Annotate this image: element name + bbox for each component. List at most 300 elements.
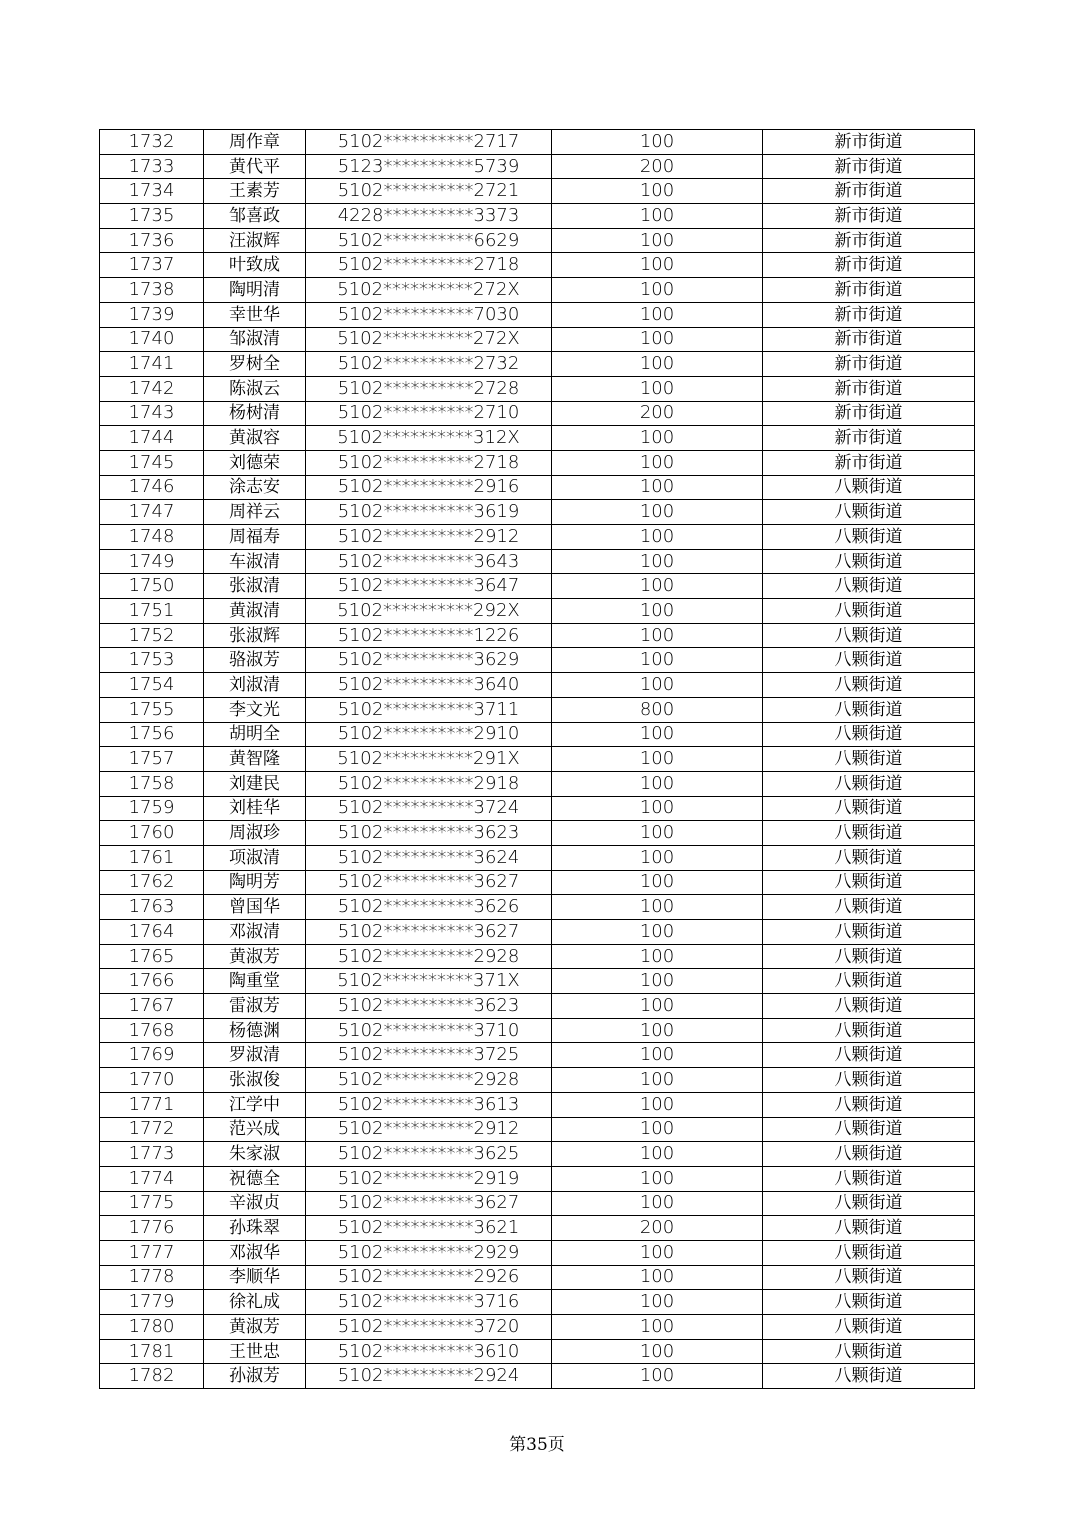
table-row: [100, 154, 975, 179]
serial-number-cell: 1741: [100, 352, 204, 377]
amount-cell: 100: [552, 1117, 763, 1142]
street-cell: 新市街道: [763, 154, 975, 179]
table-row: [100, 1216, 975, 1241]
id-number-cell: 5102**********3724: [306, 796, 552, 821]
amount-cell: 100: [552, 525, 763, 550]
amount-cell: 200: [552, 1216, 763, 1241]
table-row: [100, 1092, 975, 1117]
amount-cell: 100: [552, 204, 763, 229]
amount-cell: 100: [552, 1364, 763, 1389]
street-cell: 八颗街道: [763, 1216, 975, 1241]
serial-number-cell: 1749: [100, 549, 204, 574]
serial-number-cell: 1742: [100, 376, 204, 401]
person-name-cell: 曾国华: [204, 895, 306, 920]
table-row: [100, 722, 975, 747]
id-number-cell: 5102**********2918: [306, 771, 552, 796]
amount-cell: 100: [552, 1265, 763, 1290]
amount-cell: 100: [552, 1043, 763, 1068]
id-number-cell: 5102**********272X: [306, 278, 552, 303]
amount-cell: 100: [552, 352, 763, 377]
street-cell: 新市街道: [763, 228, 975, 253]
street-cell: 八颗街道: [763, 920, 975, 945]
serial-number-cell: 1748: [100, 525, 204, 550]
id-number-cell: 5102**********3623: [306, 994, 552, 1019]
table-row: [100, 1315, 975, 1340]
serial-number-cell: 1740: [100, 327, 204, 352]
street-cell: 新市街道: [763, 204, 975, 229]
serial-number-cell: 1735: [100, 204, 204, 229]
person-name-cell: 刘建民: [204, 771, 306, 796]
serial-number-cell: 1752: [100, 623, 204, 648]
person-name-cell: 周作章: [204, 130, 306, 155]
id-number-cell: 5102**********2912: [306, 1117, 552, 1142]
person-name-cell: 李文光: [204, 697, 306, 722]
table-row: [100, 475, 975, 500]
street-cell: 八颗街道: [763, 771, 975, 796]
id-number-cell: 5102**********3629: [306, 648, 552, 673]
serial-number-cell: 1774: [100, 1166, 204, 1191]
id-number-cell: 5102**********291X: [306, 747, 552, 772]
table-row: [100, 920, 975, 945]
table-row: [100, 302, 975, 327]
serial-number-cell: 1753: [100, 648, 204, 673]
table-row: [100, 648, 975, 673]
person-name-cell: 祝德全: [204, 1166, 306, 1191]
id-number-cell: 4228**********3373: [306, 204, 552, 229]
serial-number-cell: 1769: [100, 1043, 204, 1068]
table-row: [100, 426, 975, 451]
id-number-cell: 5102**********3626: [306, 895, 552, 920]
amount-cell: 100: [552, 969, 763, 994]
table-row: [100, 870, 975, 895]
person-name-cell: 雷淑芳: [204, 994, 306, 1019]
amount-cell: 100: [552, 944, 763, 969]
street-cell: 新市街道: [763, 450, 975, 475]
person-name-cell: 辛淑贞: [204, 1191, 306, 1216]
street-cell: 八颗街道: [763, 1043, 975, 1068]
serial-number-cell: 1781: [100, 1339, 204, 1364]
street-cell: 八颗街道: [763, 1018, 975, 1043]
person-name-cell: 孙珠翠: [204, 1216, 306, 1241]
person-name-cell: 邹淑清: [204, 327, 306, 352]
person-name-cell: 邓淑清: [204, 920, 306, 945]
id-number-cell: 5102**********3627: [306, 1191, 552, 1216]
person-name-cell: 陈淑云: [204, 376, 306, 401]
amount-cell: 100: [552, 994, 763, 1019]
street-cell: 新市街道: [763, 130, 975, 155]
street-cell: 八颗街道: [763, 1364, 975, 1389]
person-name-cell: 黄代平: [204, 154, 306, 179]
serial-number-cell: 1776: [100, 1216, 204, 1241]
amount-cell: 100: [552, 920, 763, 945]
id-number-cell: 5102**********3711: [306, 697, 552, 722]
table-row: [100, 821, 975, 846]
amount-cell: 100: [552, 1142, 763, 1167]
amount-cell: 100: [552, 302, 763, 327]
table-row: [100, 1117, 975, 1142]
amount-cell: 100: [552, 475, 763, 500]
serial-number-cell: 1765: [100, 944, 204, 969]
person-name-cell: 李顺华: [204, 1265, 306, 1290]
serial-number-cell: 1760: [100, 821, 204, 846]
amount-cell: 100: [552, 549, 763, 574]
serial-number-cell: 1747: [100, 500, 204, 525]
amount-cell: 200: [552, 154, 763, 179]
amount-cell: 100: [552, 1339, 763, 1364]
person-name-cell: 黄淑容: [204, 426, 306, 451]
id-number-cell: 5102**********2924: [306, 1364, 552, 1389]
serial-number-cell: 1737: [100, 253, 204, 278]
street-cell: 八颗街道: [763, 1240, 975, 1265]
table-row: [100, 1339, 975, 1364]
id-number-cell: 5102**********3716: [306, 1290, 552, 1315]
person-name-cell: 陶明清: [204, 278, 306, 303]
street-cell: 八颗街道: [763, 870, 975, 895]
id-number-cell: 5102**********3613: [306, 1092, 552, 1117]
person-name-cell: 邓淑华: [204, 1240, 306, 1265]
id-number-cell: 5102**********2910: [306, 722, 552, 747]
street-cell: 八颗街道: [763, 1290, 975, 1315]
person-name-cell: 汪淑辉: [204, 228, 306, 253]
street-cell: 八颗街道: [763, 1142, 975, 1167]
street-cell: 八颗街道: [763, 1117, 975, 1142]
street-cell: 八颗街道: [763, 1265, 975, 1290]
person-name-cell: 王世忠: [204, 1339, 306, 1364]
id-number-cell: 5102**********2710: [306, 401, 552, 426]
table-row: [100, 179, 975, 204]
serial-number-cell: 1780: [100, 1315, 204, 1340]
street-cell: 新市街道: [763, 179, 975, 204]
street-cell: 八颗街道: [763, 944, 975, 969]
table-row: [100, 1265, 975, 1290]
serial-number-cell: 1739: [100, 302, 204, 327]
serial-number-cell: 1772: [100, 1117, 204, 1142]
street-cell: 八颗街道: [763, 697, 975, 722]
street-cell: 八颗街道: [763, 525, 975, 550]
id-number-cell: 5102**********2928: [306, 944, 552, 969]
serial-number-cell: 1761: [100, 845, 204, 870]
amount-cell: 100: [552, 1018, 763, 1043]
id-number-cell: 5102**********1226: [306, 623, 552, 648]
roster-table-body: [100, 130, 975, 1389]
street-cell: 八颗街道: [763, 821, 975, 846]
serial-number-cell: 1770: [100, 1068, 204, 1093]
id-number-cell: 5102**********2929: [306, 1240, 552, 1265]
table-row: [100, 1068, 975, 1093]
table-row: [100, 697, 975, 722]
page-number: 第35页: [509, 1435, 565, 1455]
serial-number-cell: 1777: [100, 1240, 204, 1265]
person-name-cell: 杨德渊: [204, 1018, 306, 1043]
id-number-cell: 5102**********3610: [306, 1339, 552, 1364]
street-cell: 八颗街道: [763, 1166, 975, 1191]
serial-number-cell: 1734: [100, 179, 204, 204]
person-name-cell: 张淑俊: [204, 1068, 306, 1093]
street-cell: 新市街道: [763, 278, 975, 303]
amount-cell: 100: [552, 179, 763, 204]
id-number-cell: 5102**********371X: [306, 969, 552, 994]
amount-cell: 100: [552, 771, 763, 796]
amount-cell: 100: [552, 450, 763, 475]
serial-number-cell: 1782: [100, 1364, 204, 1389]
id-number-cell: 5102**********6629: [306, 228, 552, 253]
id-number-cell: 5102**********3623: [306, 821, 552, 846]
person-name-cell: 周祥云: [204, 500, 306, 525]
person-name-cell: 车淑清: [204, 549, 306, 574]
table-row: [100, 352, 975, 377]
person-name-cell: 叶致成: [204, 253, 306, 278]
amount-cell: 100: [552, 574, 763, 599]
person-name-cell: 范兴成: [204, 1117, 306, 1142]
table-row: [100, 525, 975, 550]
table-row: [100, 1364, 975, 1389]
serial-number-cell: 1764: [100, 920, 204, 945]
table-row: [100, 1018, 975, 1043]
amount-cell: 100: [552, 327, 763, 352]
serial-number-cell: 1733: [100, 154, 204, 179]
table-row: [100, 1043, 975, 1068]
amount-cell: 100: [552, 870, 763, 895]
street-cell: 新市街道: [763, 352, 975, 377]
serial-number-cell: 1773: [100, 1142, 204, 1167]
amount-cell: 100: [552, 673, 763, 698]
table-row: [100, 599, 975, 624]
street-cell: 八颗街道: [763, 500, 975, 525]
amount-cell: 100: [552, 130, 763, 155]
id-number-cell: 5102**********3625: [306, 1142, 552, 1167]
street-cell: 八颗街道: [763, 574, 975, 599]
amount-cell: 100: [552, 1166, 763, 1191]
person-name-cell: 涂志安: [204, 475, 306, 500]
table-row: [100, 845, 975, 870]
amount-cell: 100: [552, 722, 763, 747]
table-row: [100, 130, 975, 155]
person-name-cell: 陶明芳: [204, 870, 306, 895]
id-number-cell: 5102**********2928: [306, 1068, 552, 1093]
street-cell: 八颗街道: [763, 1315, 975, 1340]
serial-number-cell: 1745: [100, 450, 204, 475]
table-row: [100, 944, 975, 969]
id-number-cell: 5102**********3621: [306, 1216, 552, 1241]
amount-cell: 100: [552, 500, 763, 525]
amount-cell: 100: [552, 747, 763, 772]
amount-cell: 100: [552, 599, 763, 624]
serial-number-cell: 1736: [100, 228, 204, 253]
person-name-cell: 项淑清: [204, 845, 306, 870]
person-name-cell: 罗树全: [204, 352, 306, 377]
street-cell: 八颗街道: [763, 1191, 975, 1216]
person-name-cell: 黄淑清: [204, 599, 306, 624]
serial-number-cell: 1744: [100, 426, 204, 451]
serial-number-cell: 1756: [100, 722, 204, 747]
table-row: [100, 1191, 975, 1216]
table-row: [100, 1290, 975, 1315]
person-name-cell: 罗淑清: [204, 1043, 306, 1068]
street-cell: 八颗街道: [763, 845, 975, 870]
id-number-cell: 5102**********3640: [306, 673, 552, 698]
id-number-cell: 5102**********2912: [306, 525, 552, 550]
amount-cell: 100: [552, 1191, 763, 1216]
amount-cell: 100: [552, 278, 763, 303]
serial-number-cell: 1755: [100, 697, 204, 722]
street-cell: 八颗街道: [763, 722, 975, 747]
amount-cell: 100: [552, 253, 763, 278]
person-name-cell: 孙淑芳: [204, 1364, 306, 1389]
id-number-cell: 5102**********2718: [306, 253, 552, 278]
street-cell: 新市街道: [763, 401, 975, 426]
serial-number-cell: 1763: [100, 895, 204, 920]
person-name-cell: 骆淑芳: [204, 648, 306, 673]
amount-cell: 100: [552, 623, 763, 648]
id-number-cell: 5102**********3624: [306, 845, 552, 870]
table-row: [100, 796, 975, 821]
amount-cell: 800: [552, 697, 763, 722]
table-row: [100, 204, 975, 229]
amount-cell: 100: [552, 796, 763, 821]
person-name-cell: 陶重堂: [204, 969, 306, 994]
table-row: [100, 673, 975, 698]
street-cell: 八颗街道: [763, 673, 975, 698]
id-number-cell: 5102**********2732: [306, 352, 552, 377]
person-name-cell: 刘桂华: [204, 796, 306, 821]
person-name-cell: 邹喜政: [204, 204, 306, 229]
id-number-cell: 5102**********3647: [306, 574, 552, 599]
serial-number-cell: 1779: [100, 1290, 204, 1315]
id-number-cell: 5102**********2919: [306, 1166, 552, 1191]
id-number-cell: 5102**********3627: [306, 870, 552, 895]
id-number-cell: 5102**********2926: [306, 1265, 552, 1290]
street-cell: 八颗街道: [763, 1339, 975, 1364]
id-number-cell: 5102**********2916: [306, 475, 552, 500]
serial-number-cell: 1754: [100, 673, 204, 698]
id-number-cell: 5123**********5739: [306, 154, 552, 179]
serial-number-cell: 1750: [100, 574, 204, 599]
amount-cell: 100: [552, 1068, 763, 1093]
table-row: [100, 623, 975, 648]
serial-number-cell: 1751: [100, 599, 204, 624]
person-name-cell: 黄智隆: [204, 747, 306, 772]
table-row: [100, 549, 975, 574]
table-row: [100, 969, 975, 994]
id-number-cell: 5102**********2721: [306, 179, 552, 204]
person-name-cell: 张淑辉: [204, 623, 306, 648]
amount-cell: 100: [552, 648, 763, 673]
table-row: [100, 450, 975, 475]
street-cell: 八颗街道: [763, 1092, 975, 1117]
id-number-cell: 5102**********3627: [306, 920, 552, 945]
street-cell: 八颗街道: [763, 1068, 975, 1093]
street-cell: 新市街道: [763, 253, 975, 278]
table-row: [100, 574, 975, 599]
amount-cell: 100: [552, 895, 763, 920]
street-cell: 新市街道: [763, 426, 975, 451]
amount-cell: 100: [552, 1240, 763, 1265]
person-name-cell: 胡明全: [204, 722, 306, 747]
person-name-cell: 刘淑清: [204, 673, 306, 698]
amount-cell: 100: [552, 821, 763, 846]
serial-number-cell: 1778: [100, 1265, 204, 1290]
table-row: [100, 994, 975, 1019]
id-number-cell: 5102**********272X: [306, 327, 552, 352]
street-cell: 八颗街道: [763, 994, 975, 1019]
id-number-cell: 5102**********2717: [306, 130, 552, 155]
street-cell: 八颗街道: [763, 549, 975, 574]
street-cell: 八颗街道: [763, 969, 975, 994]
id-number-cell: 5102**********2718: [306, 450, 552, 475]
serial-number-cell: 1762: [100, 870, 204, 895]
person-name-cell: 黄淑芳: [204, 1315, 306, 1340]
table-row: [100, 500, 975, 525]
street-cell: 八颗街道: [763, 599, 975, 624]
person-name-cell: 张淑清: [204, 574, 306, 599]
table-row: [100, 228, 975, 253]
serial-number-cell: 1732: [100, 130, 204, 155]
table-row: [100, 1166, 975, 1191]
id-number-cell: 5102**********3643: [306, 549, 552, 574]
serial-number-cell: 1757: [100, 747, 204, 772]
street-cell: 新市街道: [763, 327, 975, 352]
id-number-cell: 5102**********3720: [306, 1315, 552, 1340]
table-row: [100, 895, 975, 920]
person-name-cell: 黄淑芳: [204, 944, 306, 969]
table-row: [100, 376, 975, 401]
id-number-cell: 5102**********3619: [306, 500, 552, 525]
serial-number-cell: 1766: [100, 969, 204, 994]
table-row: [100, 1142, 975, 1167]
serial-number-cell: 1738: [100, 278, 204, 303]
person-name-cell: 周福寿: [204, 525, 306, 550]
street-cell: 八颗街道: [763, 648, 975, 673]
serial-number-cell: 1767: [100, 994, 204, 1019]
person-name-cell: 王素芳: [204, 179, 306, 204]
roster-table: [99, 129, 975, 1389]
person-name-cell: 江学中: [204, 1092, 306, 1117]
person-name-cell: 徐礼成: [204, 1290, 306, 1315]
table-row: [100, 253, 975, 278]
amount-cell: 100: [552, 1290, 763, 1315]
id-number-cell: 5102**********312X: [306, 426, 552, 451]
table-row: [100, 771, 975, 796]
person-name-cell: 刘德荣: [204, 450, 306, 475]
id-number-cell: 5102**********3710: [306, 1018, 552, 1043]
id-number-cell: 5102**********3725: [306, 1043, 552, 1068]
table-row: [100, 401, 975, 426]
street-cell: 八颗街道: [763, 475, 975, 500]
amount-cell: 100: [552, 1092, 763, 1117]
table-row: [100, 1240, 975, 1265]
amount-cell: 100: [552, 1315, 763, 1340]
id-number-cell: 5102**********292X: [306, 599, 552, 624]
serial-number-cell: 1759: [100, 796, 204, 821]
serial-number-cell: 1771: [100, 1092, 204, 1117]
amount-cell: 100: [552, 376, 763, 401]
amount-cell: 100: [552, 228, 763, 253]
id-number-cell: 5102**********2728: [306, 376, 552, 401]
id-number-cell: 5102**********7030: [306, 302, 552, 327]
person-name-cell: 朱家淑: [204, 1142, 306, 1167]
table-row: [100, 747, 975, 772]
serial-number-cell: 1746: [100, 475, 204, 500]
street-cell: 八颗街道: [763, 623, 975, 648]
table-row: [100, 327, 975, 352]
street-cell: 新市街道: [763, 376, 975, 401]
person-name-cell: 幸世华: [204, 302, 306, 327]
street-cell: 八颗街道: [763, 796, 975, 821]
serial-number-cell: 1758: [100, 771, 204, 796]
amount-cell: 200: [552, 401, 763, 426]
person-name-cell: 杨树清: [204, 401, 306, 426]
amount-cell: 100: [552, 426, 763, 451]
